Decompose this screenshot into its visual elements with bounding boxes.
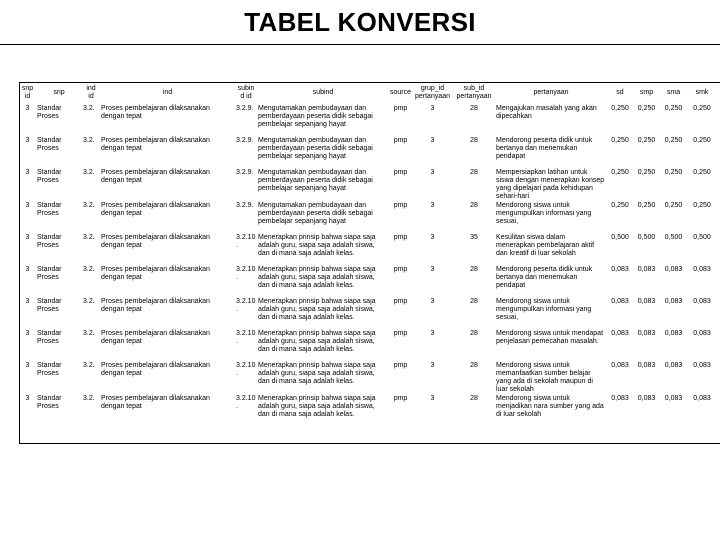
table-row xyxy=(19,168,717,201)
cell-ind-id: 3.2. xyxy=(83,395,95,402)
cell-pertanyaan: Mendorong siswa untuk mengumpulkan informasi yang sesuai, xyxy=(496,298,592,321)
cell-sma: 0,083 xyxy=(664,298,683,305)
cell-sd: 0,083 xyxy=(611,330,629,337)
cell-snp: Standar Proses xyxy=(37,298,62,313)
cell-source: pmp xyxy=(393,266,408,273)
cell-snp: Standar Proses xyxy=(37,330,62,345)
cell-smk: 0,083 xyxy=(693,330,711,337)
cell-sub-id: 28 xyxy=(470,266,478,273)
cell-sd: 0,250 xyxy=(611,202,629,209)
cell-sd: 0,250 xyxy=(611,169,629,176)
cell-ind: Proses pembelajaran dilaksanakan dengan tepat xyxy=(101,169,210,184)
header-smp: smp xyxy=(639,89,654,96)
cell-snp-id: 3 xyxy=(25,330,30,337)
cell-ind: Proses pembelajaran dilaksanakan dengan tepat xyxy=(101,298,210,313)
cell-snp-id: 3 xyxy=(25,105,30,112)
cell-source: pmp xyxy=(393,202,408,209)
cell-subind-id: 3.2.10. xyxy=(236,266,256,281)
cell-pertanyaan: Mempersiapkan latihan untuk siswa dengan menerapkan konsep yang dipelajari pada kehidupan sehari-hari xyxy=(496,169,605,200)
cell-snp-id: 3 xyxy=(25,137,30,144)
cell-sd: 0,500 xyxy=(611,234,629,241)
cell-smp: 0,500 xyxy=(637,234,656,241)
cell-sd: 0,083 xyxy=(611,298,629,305)
cell-sub-id: 28 xyxy=(470,169,478,176)
header-subind: subind xyxy=(312,89,334,96)
header-grup-id: grup_id pertanyaan xyxy=(414,85,451,100)
cell-ind: Proses pembelajaran dilaksanakan dengan tepat xyxy=(101,395,210,410)
cell-sub-id: 28 xyxy=(470,202,478,209)
cell-snp-id: 3 xyxy=(25,395,30,402)
cell-pertanyaan: Mengajukan masalah yang akan dipecahkan xyxy=(496,105,597,120)
cell-ind-id: 3.2. xyxy=(83,298,95,305)
cell-source: pmp xyxy=(393,330,408,337)
cell-subind: Mengutamakan pembudayaan dan pemberdayaan peserta didik sebagai pembelajar sepanjang hayat xyxy=(258,137,373,160)
cell-snp-id: 3 xyxy=(25,362,30,369)
cell-subind: Menerapkan prinsip bahwa siapa saja adalah guru, siapa saja adalah siswa, dan di mana saja adalah kelas. xyxy=(258,330,376,353)
cell-source: pmp xyxy=(393,395,408,402)
cell-subind-id: 3.2.10. xyxy=(236,395,256,410)
cell-grup-id: 3 xyxy=(430,362,435,369)
cell-smk: 0,250 xyxy=(693,169,711,176)
cell-sd: 0,250 xyxy=(611,105,629,112)
cell-sma: 0,083 xyxy=(664,362,683,369)
cell-ind-id: 3.2. xyxy=(83,330,95,337)
cell-subind-id: 3.2.10. xyxy=(236,362,256,377)
cell-source: pmp xyxy=(393,169,408,176)
cell-sma: 0,083 xyxy=(664,395,683,402)
cell-subind: Menerapkan prinsip bahwa siapa saja adalah guru, siapa saja adalah siswa, dan di mana saja adalah kelas. xyxy=(258,266,376,289)
cell-smp: 0,250 xyxy=(637,137,656,144)
cell-pertanyaan: Mendorong siswa untuk menjadikan nara sumber yang ada di luar sekolah xyxy=(496,395,604,418)
title-divider xyxy=(0,44,720,45)
cell-source: pmp xyxy=(393,137,408,144)
cell-sub-id: 28 xyxy=(470,330,478,337)
cell-grup-id: 3 xyxy=(430,202,435,209)
cell-ind: Proses pembelajaran dilaksanakan dengan tepat xyxy=(101,202,210,217)
cell-subind-id: 3.2.10. xyxy=(236,298,256,313)
cell-grup-id: 3 xyxy=(430,330,435,337)
cell-grup-id: 3 xyxy=(430,105,435,112)
cell-pertanyaan: Mendorong siswa untuk mendapat penjelasan pemecahan masalah. xyxy=(496,330,604,345)
cell-sma: 0,250 xyxy=(664,137,683,144)
cell-ind-id: 3.2. xyxy=(83,137,95,144)
cell-ind: Proses pembelajaran dilaksanakan dengan tepat xyxy=(101,362,210,377)
cell-ind: Proses pembelajaran dilaksanakan dengan tepat xyxy=(101,330,210,345)
cell-pertanyaan: Kesulitan siswa dalam menerapkan pembelajaran aktif dan kreatif di luar sekolah xyxy=(496,234,595,257)
cell-snp: Standar Proses xyxy=(37,266,62,281)
cell-source: pmp xyxy=(393,234,408,241)
cell-smp: 0,250 xyxy=(637,105,656,112)
cell-subind-id: 3.2.9. xyxy=(236,137,254,144)
header-snp-id: snp id xyxy=(21,85,34,100)
table-row xyxy=(19,394,717,426)
cell-ind-id: 3.2. xyxy=(83,105,95,112)
cell-smp: 0,083 xyxy=(637,362,656,369)
cell-grup-id: 3 xyxy=(430,298,435,305)
table-row xyxy=(19,136,717,168)
cell-sd: 0,083 xyxy=(611,395,629,402)
cell-sub-id: 28 xyxy=(470,362,478,369)
cell-subind-id: 3.2.9. xyxy=(236,105,254,112)
cell-subind-id: 3.2.9. xyxy=(236,169,254,176)
cell-smp: 0,083 xyxy=(637,298,656,305)
cell-snp: Standar Proses xyxy=(37,105,62,120)
cell-sub-id: 28 xyxy=(470,137,478,144)
cell-subind: Menerapkan prinsip bahwa siapa saja adalah guru, siapa saja adalah siswa, dan di mana saja adalah kelas. xyxy=(258,234,376,257)
cell-snp: Standar Proses xyxy=(37,137,62,152)
cell-smp: 0,250 xyxy=(637,202,656,209)
header-row xyxy=(19,82,717,104)
cell-snp: Standar Proses xyxy=(37,362,62,377)
cell-ind: Proses pembelajaran dilaksanakan dengan tepat xyxy=(101,137,210,152)
cell-subind-id: 3.2.9. xyxy=(236,202,254,209)
header-ind-id: ind id xyxy=(86,85,96,100)
cell-pertanyaan: Mendorong siswa untuk mengumpulkan informasi yang sesuai, xyxy=(496,202,592,225)
header-source: source xyxy=(390,89,412,96)
table-row xyxy=(19,297,717,329)
cell-sd: 0,250 xyxy=(611,137,629,144)
header-pertanyaan: pertanyaan xyxy=(533,89,569,96)
cell-sma: 0,250 xyxy=(664,105,683,112)
cell-smp: 0,083 xyxy=(637,266,656,273)
cell-pertanyaan: Mendorong siswa untuk memanfaatkan sumber belajar yang ada di sekolah maupun di luar sekolah xyxy=(496,362,593,393)
cell-smk: 0,250 xyxy=(693,202,711,209)
cell-sub-id: 28 xyxy=(470,105,478,112)
table-row xyxy=(19,361,717,394)
cell-ind-id: 3.2. xyxy=(83,362,95,369)
cell-ind-id: 3.2. xyxy=(83,266,95,273)
cell-grup-id: 3 xyxy=(430,266,435,273)
cell-source: pmp xyxy=(393,362,408,369)
cell-grup-id: 3 xyxy=(430,395,435,402)
cell-snp-id: 3 xyxy=(25,234,30,241)
cell-sma: 0,083 xyxy=(664,330,683,337)
cell-source: pmp xyxy=(393,105,408,112)
conversion-table xyxy=(19,82,717,426)
cell-snp-id: 3 xyxy=(25,298,30,305)
cell-snp-id: 3 xyxy=(25,266,30,273)
cell-smk: 0,083 xyxy=(693,298,711,305)
cell-snp-id: 3 xyxy=(25,169,30,176)
cell-subind: Menerapkan prinsip bahwa siapa saja adalah guru, siapa saja adalah siswa, dan di mana saja adalah kelas. xyxy=(258,362,376,385)
table-row xyxy=(19,329,717,361)
cell-subind: Mengutamakan pembudayaan dan pemberdayaan peserta didik sebagai pembelajar sepanjang hayat xyxy=(258,202,373,225)
cell-sma: 0,250 xyxy=(664,202,683,209)
cell-ind: Proses pembelajaran dilaksanakan dengan tepat xyxy=(101,234,210,249)
cell-grup-id: 3 xyxy=(430,234,435,241)
cell-smk: 0,083 xyxy=(693,362,711,369)
cell-snp-id: 3 xyxy=(25,202,30,209)
header-smk: smk xyxy=(695,89,709,96)
header-sma: sma xyxy=(666,89,681,96)
cell-snp: Standar Proses xyxy=(37,234,62,249)
cell-ind-id: 3.2. xyxy=(83,234,95,241)
table-row xyxy=(19,104,717,136)
cell-grup-id: 3 xyxy=(430,137,435,144)
header-subind-id: subind id xyxy=(237,85,255,100)
cell-subind: Mengutamakan pembudayaan dan pemberdayaan peserta didik sebagai pembelajar sepanjang hayat xyxy=(258,169,373,192)
cell-subind: Menerapkan prinsip bahwa siapa saja adalah guru, siapa saja adalah siswa, dan di mana saja adalah kelas. xyxy=(258,298,376,321)
cell-subind: Menerapkan prinsip bahwa siapa saja adalah guru, siapa saja adalah siswa, dan di mana saja adalah kelas. xyxy=(258,395,376,418)
cell-smk: 0,083 xyxy=(693,266,711,273)
cell-snp: Standar Proses xyxy=(37,395,62,410)
cell-smk: 0,500 xyxy=(693,234,711,241)
cell-ind: Proses pembelajaran dilaksanakan dengan tepat xyxy=(101,266,210,281)
cell-snp: Standar Proses xyxy=(37,202,62,217)
cell-snp: Standar Proses xyxy=(37,169,62,184)
cell-sd: 0,083 xyxy=(611,266,629,273)
cell-ind-id: 3.2. xyxy=(83,169,95,176)
table-row xyxy=(19,233,717,265)
cell-grup-id: 3 xyxy=(430,169,435,176)
cell-sub-id: 35 xyxy=(470,234,478,241)
cell-pertanyaan: Mendorong peserta didik untuk bertanya dan menemukan pendapat xyxy=(496,266,593,289)
header-ind: ind xyxy=(162,89,173,96)
cell-sma: 0,083 xyxy=(664,266,683,273)
page-title: TABEL KONVERSI xyxy=(0,0,720,44)
cell-pertanyaan: Mendorong peserta didik untuk bertanya dan menemukan pendapat xyxy=(496,137,593,160)
cell-subind: Mengutamakan pembudayaan dan pemberdayaan peserta didik sebagai pembelajar sepanjang hayat xyxy=(258,105,373,128)
cell-smk: 0,250 xyxy=(693,105,711,112)
cell-smp: 0,250 xyxy=(637,169,656,176)
cell-subind-id: 3.2.10. xyxy=(236,234,256,249)
cell-smk: 0,250 xyxy=(693,137,711,144)
cell-subind-id: 3.2.10. xyxy=(236,330,256,345)
cell-sd: 0,083 xyxy=(611,362,629,369)
cell-ind-id: 3.2. xyxy=(83,202,95,209)
cell-smp: 0,083 xyxy=(637,330,656,337)
header-sub-id: sub_id pertanyaan xyxy=(456,85,492,100)
cell-smp: 0,083 xyxy=(637,395,656,402)
cell-sub-id: 28 xyxy=(470,298,478,305)
cell-sma: 0,250 xyxy=(664,169,683,176)
cell-sub-id: 28 xyxy=(470,395,478,402)
cell-smk: 0,083 xyxy=(693,395,711,402)
table-row xyxy=(19,265,717,297)
header-sd: sd xyxy=(616,89,624,96)
cell-source: pmp xyxy=(393,298,408,305)
header-snp: snp xyxy=(53,89,65,96)
table-row xyxy=(19,201,717,233)
cell-sma: 0,500 xyxy=(664,234,683,241)
cell-ind: Proses pembelajaran dilaksanakan dengan tepat xyxy=(101,105,210,120)
